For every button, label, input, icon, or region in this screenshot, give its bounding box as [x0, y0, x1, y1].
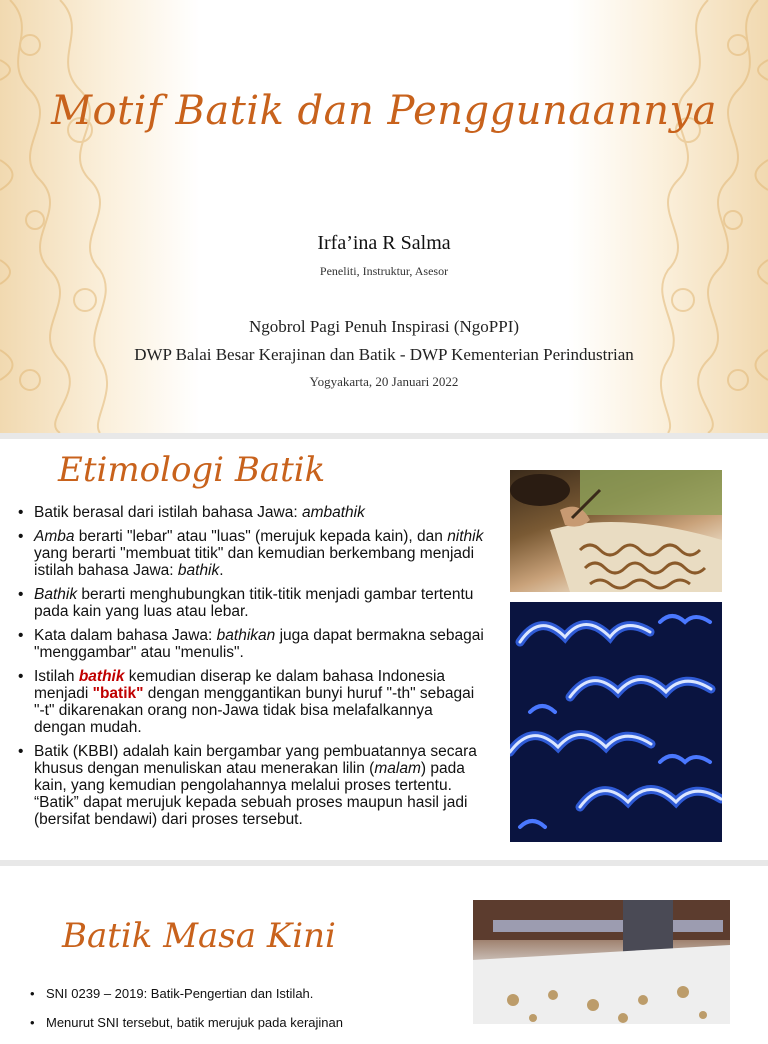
- list-item: • Batik berasal dari istilah bahasa Jawa: ambathik: [18, 504, 488, 521]
- batik-machine-photo: [473, 900, 730, 1024]
- list-item: • Kata dalam bahasa Jawa: bathikan juga dapat bermakna sebagai "menggambar" atau "menulis".: [18, 627, 488, 661]
- presenter-name: Irfa’ina R Salma: [317, 232, 451, 254]
- masa-kini-slide: [0, 866, 768, 1030]
- event-name: Ngobrol Pagi Penuh Inspirasi (NgoPPI): [248, 317, 520, 336]
- list-item: • Bathik berarti menghubungkan titik-titik menjadi gambar tertentu pada kain yang luas atau lebar.: [18, 586, 488, 620]
- list-item: • SNI 0239 – 2019: Batik-Pengertian dan Istilah.: [30, 986, 440, 1002]
- slide-divider: [0, 433, 768, 439]
- masa-kini-bullet-list: [30, 986, 440, 1044]
- megamendung-cloud-icon: [510, 602, 722, 842]
- masa-kini-title: Batik Masa Kini: [62, 916, 336, 956]
- etimologi-bullet-list: [18, 504, 488, 835]
- list-item: • Menurut SNI tersebut, batik merujuk pada kerajinan: [30, 1015, 440, 1031]
- list-item: • Istilah bathik kemudian diserap ke dalam bahasa Indonesia menjadi "batik" dengan menggantikan bunyi huruf "-th" sebagai "-t" dikarenakan orang non-Jawa tidak bisa melafalkannya dengan mudah.: [18, 668, 488, 736]
- list-item: • Batik (KBBI) adalah kain bergambar yang pembuatannya secara khusus dengan menuliskan atau menerakan lilin (malam) pada kain, yang kemudian pengolahannya melalui proses tertentu. “Batik” dapat merujuk kepada sebuah proses maupun hasil jadi (bersifat bendawi) dari proses tersebut.: [18, 743, 488, 828]
- batik-ornament-right-icon: [648, 0, 768, 433]
- megamendung-batik-photo: [510, 602, 722, 842]
- batik-artisan-photo-icon: [510, 470, 722, 592]
- presenter-role: Peneliti, Instruktur, Asesor: [319, 264, 449, 278]
- batik-artisan-photo: [510, 470, 722, 592]
- batik-ornament-left-icon: [0, 0, 120, 433]
- etimologi-title: Etimologi Batik: [58, 450, 326, 490]
- list-item: • Amba berarti "lebar" atau "luas" (merujuk kepada kain), dan nithik yang berarti "membuat titik" dan kemudian berkembang menjadi istilah bahasa Jawa: bathik.: [18, 528, 488, 579]
- event-date: Yogyakarta, 20 Januari 2022: [309, 374, 459, 389]
- presentation-title: Motif Batik dan Penggunaannya: [51, 88, 717, 134]
- event-organizer: DWP Balai Besar Kerajinan dan Batik - DWP Kementerian Perindustrian: [134, 345, 634, 364]
- title-slide: [0, 0, 768, 433]
- etimologi-slide: [0, 440, 768, 860]
- batik-printing-machine-icon: [473, 900, 730, 1024]
